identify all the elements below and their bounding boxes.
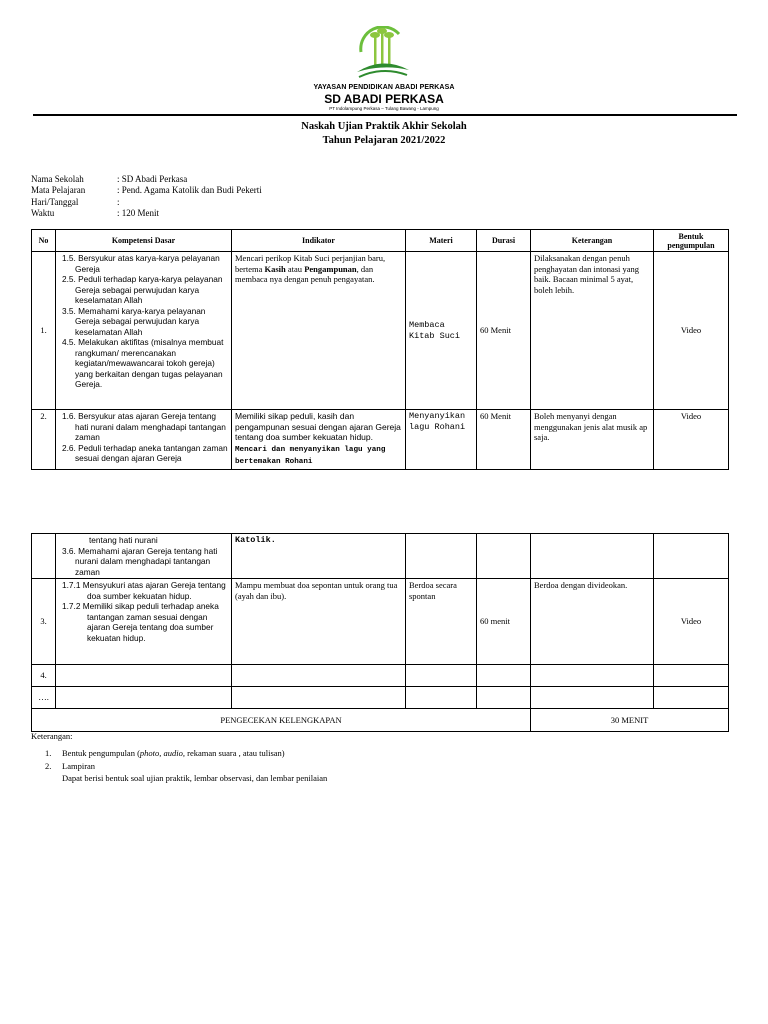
table-row	[32, 579, 729, 665]
keterangan-cell: Dilaksanakan dengan penuh penghayatan dan intonasi yang baik. Bacaan minimal 5 ayat, boleh lebih.	[531, 252, 654, 410]
col-header-bentuk: Bentuk pengumpulan	[654, 230, 729, 252]
foundation-name: YAYASAN PENDIDIKAN ABADI PERKASA	[313, 84, 455, 91]
durasi-cell	[477, 687, 531, 709]
kd-item: 2.5. Peduli terhadap karya-karya pelayanan Gereja sebagai perwujudan karya keselamatan Allah	[62, 274, 223, 305]
kd-item: 1.5. Bersyukur atas karya-karya pelayanan Gereja	[62, 253, 220, 274]
table-row	[32, 687, 729, 709]
info-label: Waktu	[31, 208, 55, 218]
kd-item: 1.7.2 Memiliki sikap peduli terhadap aneka tantangan zaman sesuai dengan ajaran Gereja tentang doa sumber kekuatan hidup.	[62, 601, 219, 643]
header-divider	[33, 114, 737, 116]
indikator-text: Mencari perikop Kitab Suci perjanjian baru, bertema	[235, 253, 386, 274]
indikator-cell	[232, 410, 406, 470]
note-text: Dapat berisi bentuk soal ujian praktik, lembar observasi, dan lembar penilaian	[62, 773, 328, 783]
info-label: Nama Sekolah	[31, 174, 84, 184]
row-number	[32, 534, 56, 579]
school-address: PT Indolampung Perkasa – Tulang Bawang - Lampung	[329, 106, 439, 111]
kd-item: tentang hati nurani	[89, 535, 158, 545]
notes-heading: Keterangan:	[31, 731, 73, 741]
indikator-keyword: Mencari dan menyanyikan lagu yang bertemakan Rohani	[235, 445, 386, 466]
competency-table-continued	[31, 533, 729, 732]
keterangan-cell	[531, 665, 654, 687]
keterangan-cell: Boleh menyanyi dengan menggunakan jenis alat musik ap saja.	[531, 410, 654, 470]
note-text: Lampiran	[62, 761, 96, 771]
materi-cell	[406, 665, 477, 687]
info-value: : 120 Menit	[117, 208, 159, 218]
table-row	[32, 410, 729, 470]
col-header-materi: Materi	[406, 230, 477, 252]
materi-cell: Menyanyikan lagu Rohani	[406, 410, 477, 470]
bentuk-cell: Video	[654, 579, 729, 665]
indikator-cell	[232, 252, 406, 410]
indikator-text: , dan membaca nya dengan penuh pengayatan.	[235, 263, 375, 284]
indikator-cell: Katolik.	[232, 534, 406, 579]
materi-cell: Berdoa secara spontan	[406, 579, 477, 665]
completeness-check-duration: 30 MENIT	[531, 709, 729, 732]
school-logo	[353, 26, 413, 82]
indikator-text: Memiliki sikap peduli, kasih dan pengampunan sesuai dengan ajaran Gereja tentang doa sumber kekuatan hidup.	[235, 411, 401, 442]
row-number: 4.	[32, 665, 56, 687]
completeness-check-label: PENGECEKAN KELENGKAPAN	[32, 709, 531, 732]
indikator-cell: Mampu membuat doa sepontan untuk orang tua (ayah dan ibu).	[232, 579, 406, 665]
indikator-keyword: Kasih	[264, 263, 286, 274]
kd-cell	[56, 410, 232, 470]
table-header-row	[32, 230, 729, 252]
col-header-no: No	[32, 230, 56, 252]
indikator-text: atau	[285, 263, 305, 274]
bentuk-cell: Video	[654, 410, 729, 470]
materi-cell: Membaca Kitab Suci	[406, 252, 477, 410]
col-header-keterangan: Keterangan	[531, 230, 654, 252]
row-number: 1.	[32, 252, 56, 410]
bentuk-cell	[654, 665, 729, 687]
table-footer-row	[32, 709, 729, 732]
school-name: SD ABADI PERKASA	[324, 92, 444, 106]
indikator-cell	[232, 665, 406, 687]
col-header-kd: Kompetensi Dasar	[56, 230, 232, 252]
bentuk-cell	[654, 534, 729, 579]
table-row	[32, 665, 729, 687]
note-number: 2.	[45, 761, 52, 771]
kd-item: 4.5. Melakukan aktifitas (misalnya membuat rangkuman/ merencanakan kegiatan/mewawancarai tokoh gereja) yang berkaitan dengan tugas pelayanan Gereja.	[62, 337, 224, 389]
durasi-cell: 60 Menit	[477, 410, 531, 470]
col-header-durasi: Durasi	[477, 230, 531, 252]
note-number: 1.	[45, 748, 52, 758]
durasi-cell: 60 Menit	[477, 252, 531, 410]
info-value: : SD Abadi Perkasa	[117, 174, 188, 184]
kd-item: 1.7.1 Mensyukuri atas ajaran Gereja tentang doa sumber kekuatan hidup.	[62, 580, 226, 601]
row-number: ….	[32, 687, 56, 709]
durasi-cell	[477, 665, 531, 687]
bentuk-cell	[654, 687, 729, 709]
keterangan-cell: Berdoa dengan divideokan.	[531, 579, 654, 665]
table-row	[32, 252, 729, 410]
info-value: : Pend. Agama Katolik dan Budi Pekerti	[117, 185, 262, 195]
keterangan-cell	[531, 534, 654, 579]
competency-table	[31, 229, 729, 470]
kd-cell	[56, 687, 232, 709]
kd-item: 1.6. Bersyukur atas ajaran Gereja tentang hati nurani dalam menghadapi tantangan zaman	[62, 411, 226, 442]
info-label: Mata Pelajaran	[31, 185, 86, 195]
document-title: Naskah Ujian Praktik Akhir Sekolah	[301, 121, 467, 132]
info-label: Hari/Tanggal	[31, 197, 79, 207]
materi-cell	[406, 687, 477, 709]
kd-item: 3.5. Memahami karya-karya pelayanan Gereja sebagai perwujudan karya keselamatan Allah	[62, 305, 206, 337]
durasi-cell: 60 menit	[477, 579, 531, 665]
kd-item: 3.6. Memahami ajaran Gereja tentang hati nurani dalam menghadapi tantangan zaman	[62, 545, 218, 577]
kd-item: 2.6. Peduli terhadap aneka tantangan zaman sesuai dengan ajaran Gereja	[62, 442, 228, 463]
academic-year: Tahun Pelajaran 2021/2022	[322, 135, 446, 146]
col-header-indikator: Indikator	[232, 230, 406, 252]
durasi-cell	[477, 534, 531, 579]
row-number: 2.	[32, 410, 56, 470]
indikator-keyword: Pengampunan	[304, 263, 357, 274]
indikator-cell	[232, 687, 406, 709]
bentuk-cell: Video	[654, 252, 729, 410]
row-number: 3.	[32, 579, 56, 665]
materi-cell	[406, 534, 477, 579]
keterangan-cell	[531, 687, 654, 709]
table-row	[32, 534, 729, 579]
kd-cell	[56, 579, 232, 665]
kd-cell	[56, 665, 232, 687]
note-text: Bentuk pengumpulan (photo, audio, rekaman suara , atau tulisan)	[62, 748, 285, 758]
info-value: :	[117, 197, 120, 207]
kd-cell	[56, 252, 232, 410]
kd-cell	[56, 534, 232, 579]
